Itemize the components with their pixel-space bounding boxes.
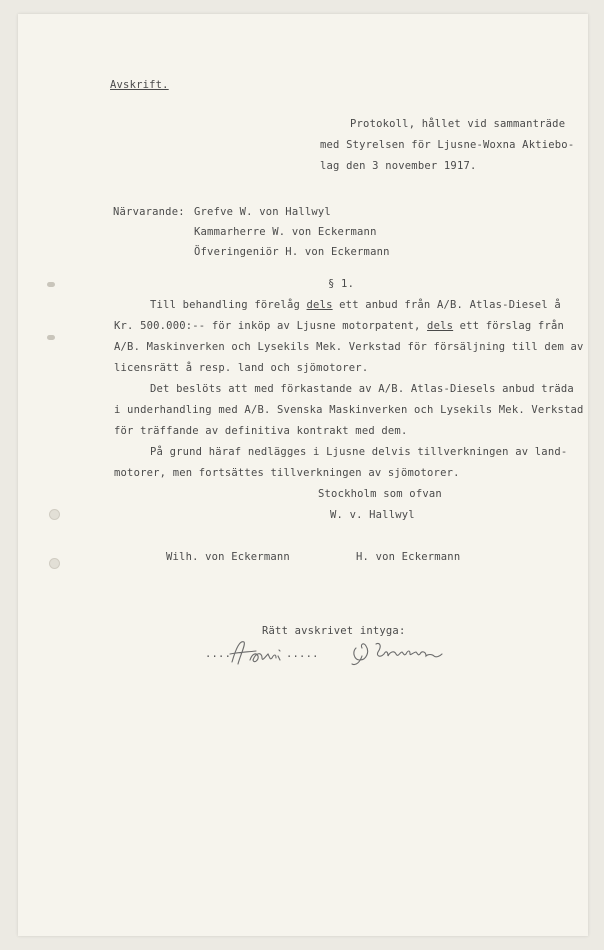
certification-dots-right: ..... — [286, 648, 319, 660]
paragraph-1-line-4: licensrätt å resp. land och sjömotorer. — [114, 362, 369, 374]
text-run: Kr. 500.000:-- för inköp av Ljusne motorpatent, — [114, 320, 428, 332]
text-run: ett förslag från — [453, 320, 565, 332]
attendance-label: Närvarande: — [113, 206, 185, 218]
certification-dots-left: .... — [205, 648, 232, 660]
binder-mark-2 — [47, 335, 55, 340]
certification-text: Rätt avskrivet intyga: — [262, 625, 406, 637]
title-line-2: med Styrelsen för Ljusne-Woxna Aktiebo- — [320, 139, 575, 151]
closing-place: Stockholm som ofvan — [318, 488, 442, 500]
signer-3: H. von Eckermann — [356, 551, 461, 563]
paragraph-3-line-1: På grund häraf nedlägges i Ljusne delvis tillverkningen av land- — [150, 446, 568, 458]
paragraph-2-line-3: för träffande av definitiva kontrakt med dem. — [114, 425, 408, 437]
attendance-member-1: Grefve W. von Hallwyl — [194, 206, 331, 218]
title-line-3: lag den 3 november 1917. — [320, 160, 477, 172]
signer-1: W. v. Hallwyl — [330, 509, 415, 521]
paragraph-2-line-2: i underhandling med A/B. Svenska Maskinverken och Lysekils Mek. Verkstad — [114, 404, 584, 416]
paragraph-2-line-1: Det beslöts att med förkastande av A/B. Atlas-Diesels anbud träda — [150, 383, 574, 395]
paragraph-1-line-1 — [150, 298, 561, 312]
paragraph-1-line-3: A/B. Maskinverken och Lysekils Mek. Verkstad för försäljning till dem av — [114, 341, 584, 353]
punch-hole-2 — [49, 558, 60, 569]
section-heading: § 1. — [328, 278, 355, 290]
paragraph-3-line-2: motorer, men fortsättes tillverkningen av sjömotorer. — [114, 467, 460, 479]
binder-mark-1 — [47, 282, 55, 287]
underlined-word: dels — [306, 299, 333, 311]
copy-label: Avskrift. — [110, 79, 169, 91]
title-line-1: Protokoll, hållet vid sammanträde — [350, 118, 566, 130]
underlined-word: dels — [427, 320, 454, 332]
attendance-member-2: Kammarherre W. von Eckermann — [194, 226, 377, 238]
attendance-member-3: Öfveringeniör H. von Eckermann — [194, 246, 390, 258]
punch-hole-1 — [49, 509, 60, 520]
paragraph-1-line-2 — [114, 319, 564, 333]
handwritten-signature-2 — [348, 636, 448, 668]
text-run: ett anbud från A/B. Atlas-Diesel å — [332, 299, 561, 311]
handwritten-signature-1 — [226, 634, 296, 670]
signer-2: Wilh. von Eckermann — [166, 551, 290, 563]
text-run: Till behandling förelåg — [150, 299, 307, 311]
